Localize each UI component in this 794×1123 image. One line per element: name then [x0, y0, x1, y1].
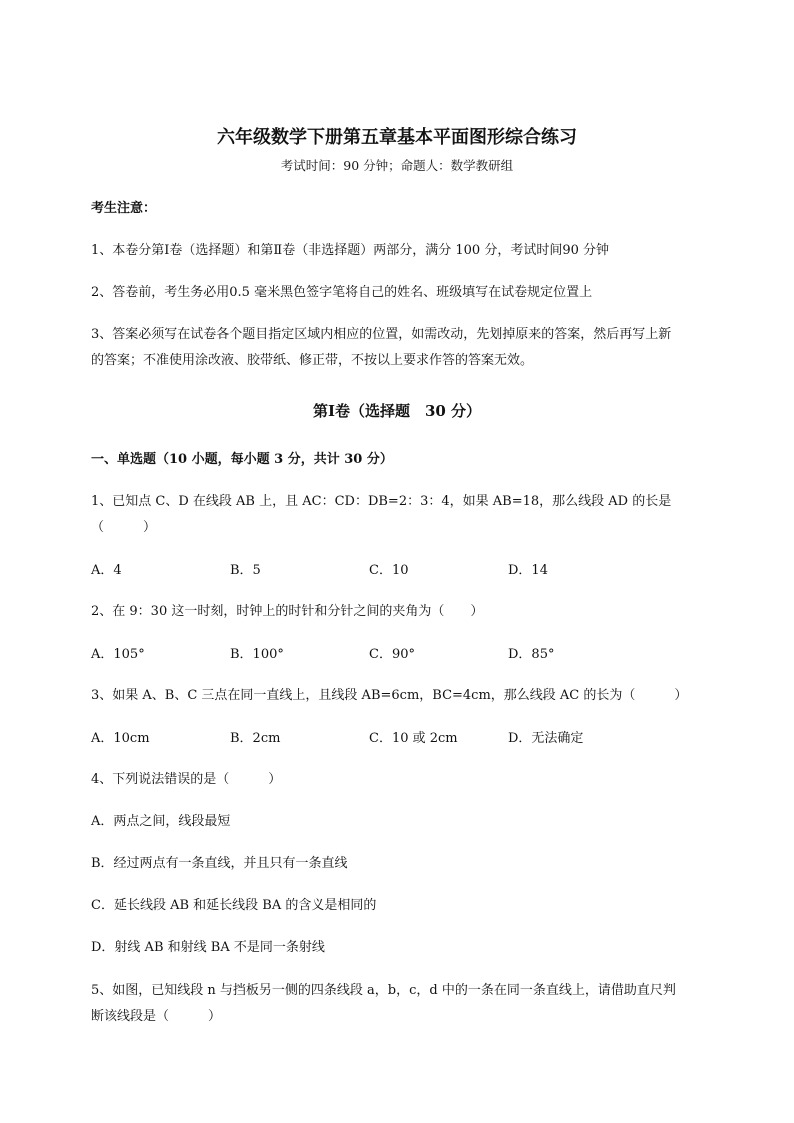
q2-option-b[interactable]: B．100°	[230, 647, 284, 662]
q3-option-c[interactable]: C．10 或 2cm	[369, 731, 458, 746]
q4-option-b[interactable]: B．经过两点有一条直线，并且只有一条直线	[91, 856, 348, 871]
question-4-stem: 4、下列说法错误的是（ ）	[91, 772, 282, 787]
q2-option-c[interactable]: C．90°	[369, 647, 415, 662]
exam-info: 考试时间：90 分钟；命题人：数学教研组	[280, 158, 514, 173]
notice-item: 的答案；不准使用涂改液、胶带纸、修正带，不按以上要求作答的答案无效。	[91, 353, 534, 368]
q1-option-b[interactable]: B．5	[230, 563, 261, 578]
question-1-stem: 1、已知点 C、D 在线段 AB 上，且 AC：CD：DB=2：3：4，如果 AB=18，那么线段 AD 的长是	[91, 494, 672, 509]
q3-option-a[interactable]: A．10cm	[91, 731, 150, 746]
q4-option-c[interactable]: C．延长线段 AB 和延长线段 BA 的含义是相同的	[91, 898, 377, 913]
question-5-stem: 5、如图，已知线段 n 与挡板另一侧的四条线段 a，b，c，d 中的一条在同一条直线上，请借助直尺判	[91, 983, 676, 998]
q2-option-d[interactable]: D．85°	[508, 647, 555, 662]
q3-option-b[interactable]: B．2cm	[230, 731, 281, 746]
question-1-stem-cont: （ ）	[91, 520, 157, 535]
q2-option-a[interactable]: A．105°	[91, 647, 145, 662]
section-title: 第Ⅰ卷（选择题 30 分）	[312, 402, 482, 420]
page-title: 六年级数学下册第五章基本平面图形综合练习	[217, 127, 577, 148]
notice-item: 1、本卷分第Ⅰ卷（选择题）和第Ⅱ卷（非选择题）两部分，满分 100 分，考试时间90 分钟	[91, 243, 609, 258]
notice-item: 2、答卷前，考生务必用0.5 毫米黑色签字笔将自己的姓名、班级填写在试卷规定位置上	[91, 285, 593, 300]
q4-option-a[interactable]: A．两点之间，线段最短	[91, 814, 231, 829]
q1-option-a[interactable]: A．4	[91, 563, 122, 578]
question-5-stem-cont: 断该线段是（ ）	[91, 1009, 222, 1024]
notice-heading: 考生注意：	[91, 201, 157, 216]
question-3-stem: 3、如果 A、B、C 三点在同一直线上，且线段 AB=6cm，BC=4cm，那么线段 AC 的长为（ ）	[91, 688, 688, 703]
q4-option-d[interactable]: D．射线 AB 和射线 BA 不是同一条射线	[91, 940, 325, 955]
notice-item: 3、答案必须写在试卷各个题目指定区域内相应的位置，如需改动，先划掉原来的答案，然后再写上新	[91, 327, 672, 342]
q3-option-d[interactable]: D．无法确定	[508, 731, 584, 746]
q1-option-d[interactable]: D．14	[508, 563, 548, 578]
q1-option-c[interactable]: C．10	[369, 563, 409, 578]
question-2-stem: 2、在 9：30 这一时刻，时钟上的时针和分针之间的夹角为（ ）	[91, 604, 484, 619]
part-heading: 一、单选题（10 小题，每小题 3 分，共计 30 分）	[91, 452, 393, 467]
